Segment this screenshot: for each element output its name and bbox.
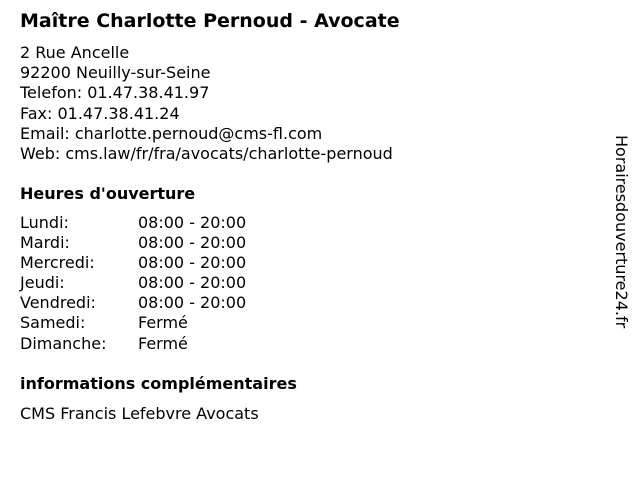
opening-hours-heading: Heures d'ouverture	[20, 184, 196, 203]
page-title: Maître Charlotte Pernoud - Avocate	[20, 10, 400, 32]
phone-number: Telefon: 01.47.38.41.97	[20, 83, 210, 103]
day-hours: Fermé	[138, 313, 188, 333]
day-hours: Fermé	[138, 333, 188, 353]
company-name: CMS Francis Lefebvre Avocats	[20, 404, 259, 423]
day-label: Mercredi:	[20, 253, 95, 273]
day-hours: 08:00 - 20:00	[138, 293, 247, 313]
contact-block	[20, 43, 393, 164]
fax-number: Fax: 01.47.38.41.24	[20, 103, 180, 123]
day-label: Dimanche:	[20, 333, 107, 353]
address-city: 92200 Neuilly-sur-Seine	[20, 63, 211, 83]
day-hours: 08:00 - 20:00	[138, 213, 247, 232]
day-label: Samedi:	[20, 313, 86, 333]
day-hours: 08:00 - 20:00	[138, 273, 247, 293]
address-street: 2 Rue Ancelle	[20, 43, 130, 62]
day-label: Lundi:	[20, 213, 69, 232]
email-address: Email: charlotte.pernoud@cms-fl.com	[20, 123, 323, 143]
day-hours: 08:00 - 20:00	[138, 253, 247, 273]
site-watermark: Horairesdouverture24.fr	[612, 135, 631, 329]
day-label: Mardi:	[20, 233, 70, 253]
website-url: Web: cms.law/fr/fra/avocats/charlotte-pernoud	[20, 144, 393, 164]
additional-info-heading: informations complémentaires	[20, 374, 297, 393]
day-label: Jeudi:	[20, 273, 65, 293]
day-hours: 08:00 - 20:00	[138, 233, 247, 253]
day-label: Vendredi:	[20, 293, 96, 313]
